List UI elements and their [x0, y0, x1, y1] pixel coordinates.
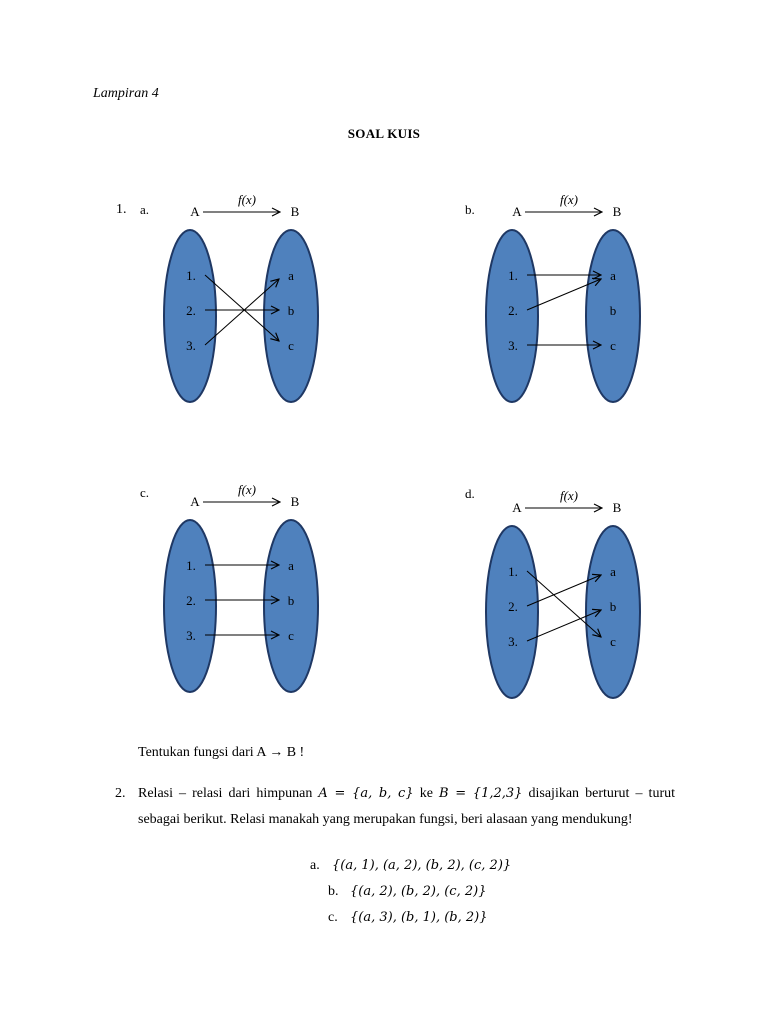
mapping-diagram-c: [160, 480, 360, 710]
domain-element: 3.: [508, 338, 518, 353]
codomain-element: c: [610, 338, 616, 353]
diagram-b-label: b.: [465, 202, 475, 217]
mapping-diagram-d: [482, 486, 682, 716]
set-b-name: B: [290, 494, 300, 509]
option-c: [328, 910, 488, 926]
option-a-label: a.: [310, 858, 320, 873]
mapping-svg: [482, 190, 682, 420]
set-a-name: A: [190, 204, 200, 219]
domain-element: 1.: [186, 558, 196, 573]
codomain-element: b: [287, 303, 295, 318]
mapping-diagram-a: [160, 190, 360, 420]
option-c-label: c.: [328, 910, 338, 925]
domain-element: 3.: [508, 634, 518, 649]
domain-element: 1.: [186, 268, 196, 283]
set-b-name: B: [612, 500, 622, 515]
codomain-element: c: [610, 634, 616, 649]
set-b-name: B: [612, 204, 622, 219]
domain-element: 1.: [508, 564, 518, 579]
domain-element: 2.: [186, 593, 196, 608]
question-2-number: 2.: [115, 786, 126, 801]
page-title: SOAL KUIS: [347, 126, 421, 141]
set-b-name: B: [290, 204, 300, 219]
domain-element: 1.: [508, 268, 518, 283]
set-b-expression: B = {1,2,3}: [438, 786, 523, 801]
option-a-value: {(a, 1), (a, 2), (b, 2), (c, 2)}: [332, 858, 512, 873]
option-b-label: b.: [328, 884, 339, 899]
function-label: f(x): [237, 192, 257, 207]
mapping-svg: [160, 190, 360, 420]
q2-text-part-2: ke: [413, 786, 439, 801]
question-2-text: [138, 781, 675, 833]
mapping-diagram-b: [482, 190, 682, 420]
domain-element: 2.: [186, 303, 196, 318]
diagram-d-label: d.: [465, 486, 475, 501]
q2-text-part-1: Relasi – relasi dari himpunan: [138, 786, 319, 801]
set-a-name: A: [512, 500, 522, 515]
set-a-expression: A = {a, b, c}: [318, 786, 414, 801]
codomain-element: a: [610, 564, 616, 579]
function-label: f(x): [559, 192, 579, 207]
option-b: [328, 884, 486, 900]
codomain-element: b: [609, 599, 617, 614]
set-a-name: A: [512, 204, 522, 219]
option-a: [310, 858, 511, 874]
question-1-number: 1.: [116, 202, 127, 217]
mapping-svg: [482, 486, 682, 716]
domain-element: 2.: [508, 303, 518, 318]
codomain-element: c: [288, 338, 294, 353]
codomain-element: a: [610, 268, 616, 283]
codomain-element: a: [288, 558, 294, 573]
domain-element: 2.: [508, 599, 518, 614]
diagram-c-label: c.: [140, 485, 150, 500]
codomain-element: b: [609, 303, 617, 318]
codomain-element: a: [288, 268, 294, 283]
codomain-element: b: [287, 593, 295, 608]
codomain-element: c: [288, 628, 294, 643]
domain-element: 3.: [186, 338, 196, 353]
option-b-value: {(a, 2), (b, 2), (c, 2)}: [350, 884, 487, 899]
option-c-value: {(a, 3), (b, 1), (b, 2)}: [350, 910, 488, 925]
function-label: f(x): [559, 488, 579, 503]
diagram-a-label: a.: [140, 202, 150, 217]
set-a-name: A: [190, 494, 200, 509]
mapping-svg: [160, 480, 360, 710]
domain-element: 3.: [186, 628, 196, 643]
question-1-instruction: Tentukan fungsi dari A → B !: [138, 745, 305, 760]
function-label: f(x): [237, 482, 257, 497]
q2-text-part-3: disajikan berturut – turut sebagai berikut. Relasi manakah yang merupakan fungsi, beri alasaan yang mendukung!: [138, 786, 675, 827]
page-header: Lampiran 4: [93, 86, 159, 101]
